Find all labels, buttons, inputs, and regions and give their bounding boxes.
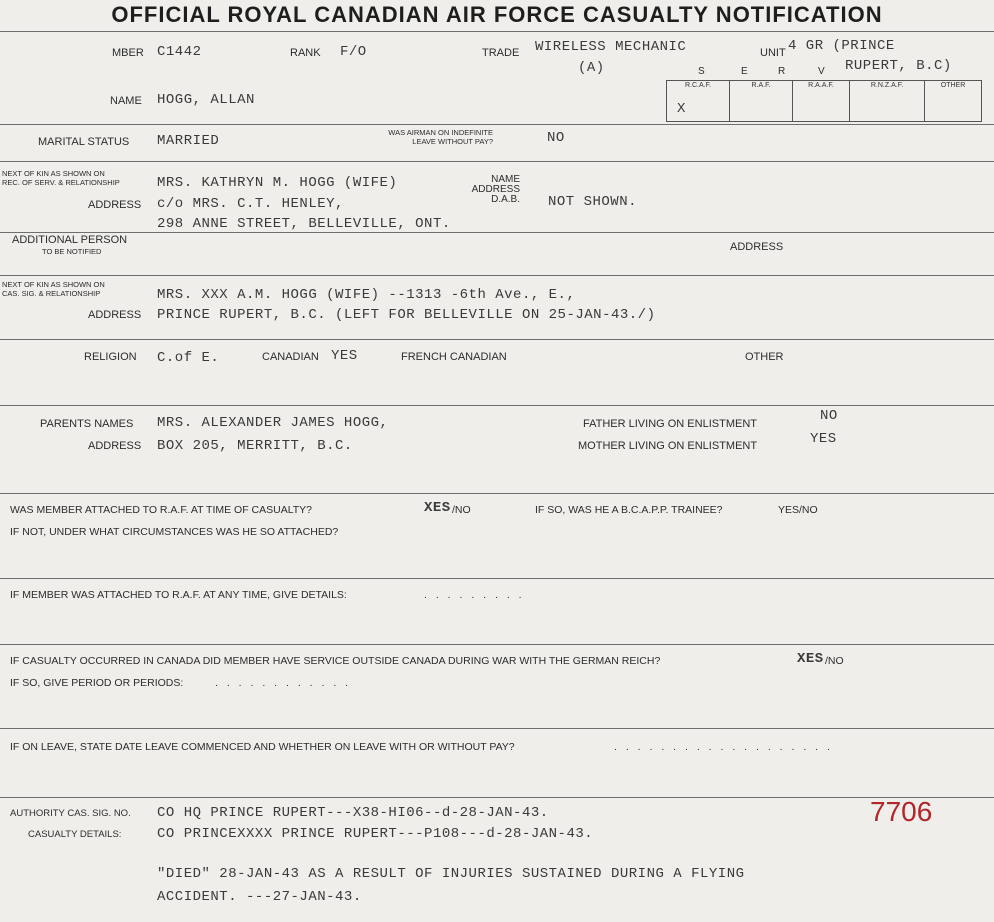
service-box-label: R.N.Z.A.F. [870,82,904,89]
serv-letter: S [698,66,705,77]
service-outside-canada-label: IF CASUALTY OCCURRED IN CANADA DID MEMBER HAVE SERVICE OUTSIDE CANADA DURING WAR WITH THE GERMAN REICH? [10,655,661,667]
french-canadian-label: FRENCH CANADIAN [401,351,507,363]
trade-value-line1: WIRELESS MECHANIC [535,39,687,55]
bcatp-yes-no: YES/NO [778,504,818,516]
rule [0,728,994,729]
service-box-rcaf[interactable] [666,80,730,122]
trade-value-line2: (A) [578,60,605,76]
rule [0,232,994,233]
canadian-value: YES [331,348,358,364]
serv-letter: V [818,66,825,77]
rank-value: F/O [340,44,367,60]
indefinite-leave-value: NO [547,130,565,146]
name-address-dab-label [460,175,520,205]
unit-value-line2: RUPERT, B.C) [845,58,952,74]
service-box-raaf[interactable] [792,80,850,122]
service-box-raf[interactable] [729,80,793,122]
rule [0,31,994,32]
casualty-details-label: CASUALTY DETAILS: [28,829,122,840]
dab-label-line: ADDRESS [471,184,520,195]
nok-cas-address-label: ADDRESS [88,309,142,321]
nok-service-label-line: REC. OF SERV. & RELATIONSHIP [2,177,120,187]
name-value: HOGG, ALLAN [157,92,255,108]
additional-address-label: ADDRESS [730,241,784,253]
nok-cas-label-line: CAS. SIG. & RELATIONSHIP [2,288,101,298]
give-period-dots: . . . . . . . . . . . . [215,677,352,689]
rcaf-checkmark: X [677,101,686,117]
name-label: NAME [110,95,142,107]
casualty-details-line2: "DIED" 28-JAN-43 AS A RESULT OF INJURIES SUSTAINED DURING A FLYING [157,866,745,882]
serv-letter: E [741,66,748,77]
service-box-rnzaf[interactable] [849,80,925,122]
rule [0,493,994,494]
nok-cas-line2: PRINCE RUPERT, B.C. (LEFT FOR BELLEVILLE ON 25-JAN-43./) [157,307,656,323]
religion-label: RELIGION [84,351,137,363]
unit-label: UNIT [760,47,786,59]
authority-label: AUTHORITY CAS. SIG. NO. [10,808,131,819]
stamp-number: 7706 [870,796,933,827]
religion-other-label: OTHER [745,351,784,363]
address-label: ADDRESS [88,199,142,211]
father-living-label: FATHER LIVING ON ENLISTMENT [583,418,757,430]
casualty-details-line1: CO PRINCEXXXX PRINCE RUPERT---P108---d-28-JAN-43. [157,826,594,842]
raf-attached-label: WAS MEMBER ATTACHED TO R.A.F. AT TIME OF CASUALTY? [10,504,313,516]
parents-address-value: BOX 205, MERRITT, B.C. [157,438,353,454]
service-outside-no: /NO [825,655,844,667]
nok-service-line3: 298 ANNE STREET, BELLEVILLE, ONT. [157,216,451,232]
nok-cas-label-line: NEXT OF KIN AS SHOWN ON [2,280,105,289]
rule [0,797,994,798]
parents-names-label: PARENTS NAMES [40,418,134,430]
casualty-details-line3: ACCIDENT. ---27-JAN-43. [157,889,362,905]
raf-attached-no: /NO [452,504,471,516]
indefinite-leave-label [380,129,493,146]
marital-status-value: MARRIED [157,133,220,149]
rule [0,644,994,645]
rank-label: RANK [290,47,321,59]
on-leave-label: IF ON LEAVE, STATE DATE LEAVE COMMENCED AND WHETHER ON LEAVE WITH OR WITHOUT PAY? [10,741,515,753]
dab-label-line: D.A.B. [491,194,520,205]
to-be-notified-label: TO BE NOTIFIED [42,247,102,256]
dab-value: NOT SHOWN. [548,194,638,210]
authority-value: CO HQ PRINCE RUPERT---X38-HI06--d-28-JAN-43. [157,805,549,821]
member-number-label: MBER [112,47,144,59]
service-outside-mark: XES [797,651,824,667]
service-box-other[interactable] [924,80,982,122]
bcatp-label: IF SO, WAS HE A B.C.A.P.P. TRAINEE? [535,504,723,516]
mother-living-label: MOTHER LIVING ON ENLISTMENT [578,440,758,452]
rule [0,339,994,340]
marital-status-label: MARITAL STATUS [38,136,130,148]
dab-label-line: NAME [491,174,520,185]
mother-living-value: YES [810,431,837,447]
canadian-label: CANADIAN [262,351,319,363]
religion-value: C.of E. [157,350,220,366]
if-not-circumstances-label: IF NOT, UNDER WHAT CIRCUMSTANCES WAS HE SO ATTACHED? [10,526,339,538]
serv-letter: R [778,66,786,77]
parents-name-value: MRS. ALEXANDER JAMES HOGG, [157,415,389,431]
nok-cas-label [2,281,105,298]
nok-service-line2: c/o MRS. C.T. HENLEY, [157,196,344,212]
rule [0,578,994,579]
nok-service-label [2,170,120,187]
raf-attached-mark: XES [424,500,451,516]
indefinite-leave-label-line: LEAVE WITHOUT PAY? [412,136,493,146]
nok-service-line1: MRS. KATHRYN M. HOGG (WIFE) [157,175,398,191]
on-leave-dots: . . . . . . . . . . . . . . . . . . . [614,741,833,753]
rule [0,405,994,406]
rule [0,275,994,276]
give-period-label: IF SO, GIVE PERIOD OR PERIODS: [10,677,184,689]
member-number-value: C1442 [157,44,202,60]
rule [0,161,994,162]
father-living-value: NO [820,408,838,424]
parents-address-label: ADDRESS [88,440,142,452]
indefinite-leave-label-line: WAS AIRMAN ON INDEFINITE [388,128,493,137]
trade-label: TRADE [482,47,520,59]
service-box-label: OTHER [940,82,966,89]
unit-value-line1: 4 GR (PRINCE [788,38,895,54]
raf-any-time-label: IF MEMBER WAS ATTACHED TO R.A.F. AT ANY TIME, GIVE DETAILS: [10,589,347,601]
nok-cas-line1: MRS. XXX A.M. HOGG (WIFE) --1313 -6th Ave., E., [157,287,576,303]
service-box-label: R.A.F. [751,82,771,89]
form-title: OFFICIAL ROYAL CANADIAN AIR FORCE CASUALTY NOTIFICATION [111,2,883,27]
service-box-label: R.C.A.F. [684,82,712,89]
rule [0,124,994,125]
nok-service-label-line: NEXT OF KIN AS SHOWN ON [2,169,105,178]
additional-person-label: ADDITIONAL PERSON [12,234,128,246]
raf-any-time-dots: . . . . . . . . . [424,589,525,601]
service-box-label: R.A.A.F. [808,82,834,89]
